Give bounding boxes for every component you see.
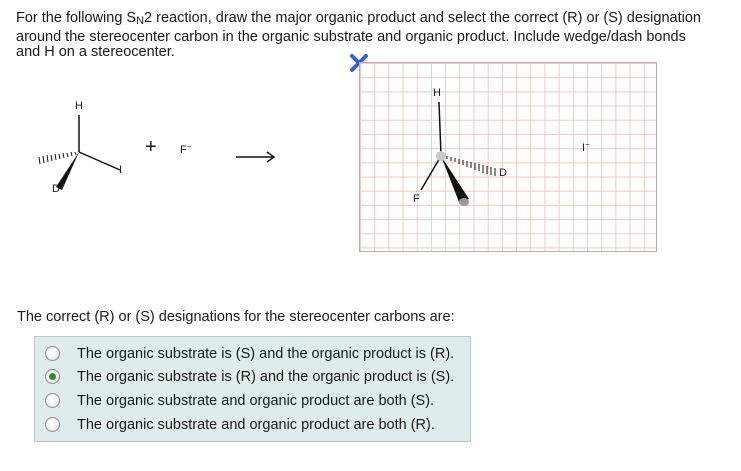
product-stereocenter-marker[interactable]: [436, 151, 446, 161]
radio-button[interactable]: [45, 417, 60, 432]
fluoride-charge: −: [186, 142, 192, 151]
product-f-bond: [421, 156, 441, 190]
radio-button[interactable]: [45, 346, 60, 361]
radio-button[interactable]: [45, 393, 60, 408]
fluoride-ion: [180, 142, 191, 156]
option-label[interactable]: The organic substrate and organic product are both (R).: [77, 417, 435, 433]
product-wedge-bond: [441, 156, 469, 202]
options-panel: [34, 336, 471, 442]
option-2[interactable]: [35, 365, 470, 389]
substrate-h-label: H: [75, 100, 83, 112]
option-1[interactable]: [35, 342, 470, 366]
product-h-label: H: [433, 87, 441, 99]
plus-sign: +: [145, 136, 157, 158]
substrate-d-label: D: [52, 183, 60, 195]
question-line2: around the stereocenter carbon in the organic substrate and organic product. Include wedge/dash bonds: [16, 28, 686, 45]
question-text: [16, 11, 731, 61]
iodide-charge: −: [585, 140, 590, 149]
designation-prompt: The correct (R) or (S) designations for the stereocenter carbons are:: [17, 309, 455, 325]
substrate-hash-bond: [39, 152, 76, 164]
option-3[interactable]: [35, 389, 470, 413]
iodide-ion: [582, 140, 590, 154]
product-hash-bond: [447, 156, 495, 176]
question-line1-post: 2 reaction, draw the major organic product and select the correct (R) or (S) designation: [144, 10, 701, 26]
product-wedge-end: [459, 198, 469, 206]
product-h-bond: [439, 102, 441, 156]
radio-selected-dot: [49, 373, 56, 380]
option-4[interactable]: [35, 413, 470, 437]
product-f-label: F: [413, 193, 420, 205]
substrate-i-label: I: [119, 164, 123, 176]
option-label[interactable]: The organic substrate is (S) and the organic product is (R).: [77, 346, 455, 362]
reaction-arrow-icon: [234, 150, 278, 164]
iodide-symbol: I: [582, 142, 586, 154]
radio-button-selected[interactable]: [45, 369, 60, 384]
question-line1-pre: For the following S: [16, 10, 137, 26]
fluoride-symbol: F: [180, 144, 187, 156]
question-line1-sub: N: [136, 15, 145, 27]
product-structure: [359, 62, 657, 252]
product-d-label: D: [499, 167, 507, 179]
question-line3: and H on a stereocenter.: [16, 44, 175, 60]
substrate-i-bond: [79, 152, 120, 170]
option-label[interactable]: The organic substrate is (R) and the organic product is (S).: [77, 369, 455, 385]
option-label[interactable]: The organic substrate and organic product are both (S).: [77, 393, 435, 409]
